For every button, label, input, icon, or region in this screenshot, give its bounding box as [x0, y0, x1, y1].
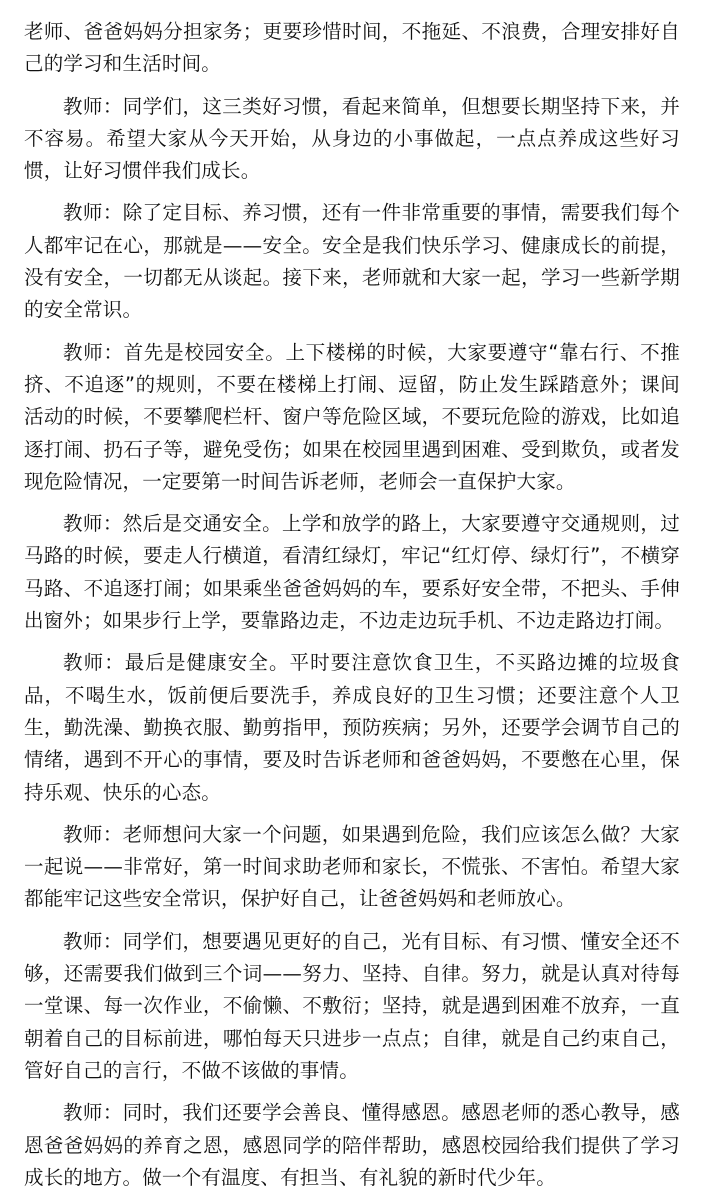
paragraph-1: 老师、爸爸妈妈分担家务；更要珍惜时间，不拖延、不浪费，合理安排好自己的学习和生活时间。: [24, 20, 680, 76]
paragraph-4: 教师：首先是校园安全。上下楼梯的时候，大家要遵守“靠右行、不推挤、不追逐”的规则，不要在楼梯上打闹、逗留，防止发生踩踏意外；课间活动的时候，不要攀爬栏杆、窗户等危险区域，不要玩危险的游戏，比如追逐打闹、扔石子等，避免受伤；如果在校园里遇到困难、受到欺负，或者发现危险情况，一定要第一时间告诉老师，老师会一直保护大家。: [24, 340, 680, 493]
paragraph-9: 教师：同时，我们还要学会善良、懂得感恩。感恩老师的悉心教导，感恩爸爸妈妈的养育之恩，感恩同学的陪伴帮助，感恩校园给我们提供了学习成长的地方。做一个有温度、有担当、有礼貌的新时代少年。: [24, 1101, 680, 1189]
paragraph-2: 教师：同学们，这三类好习惯，看起来简单，但想要长期坚持下来，并不容易。希望大家从今天开始，从身边的小事做起，一点点养成这些好习惯，让好习惯伴我们成长。: [24, 94, 680, 183]
paragraph-3: 教师：除了定目标、养习惯，还有一件非常重要的事情，需要我们每个人都牢记在心，那就是——安全。安全是我们快乐学习、健康成长的前提，没有安全，一切都无从谈起。接下来，老师就和大家一起，学习一些新学期的安全常识。: [24, 201, 680, 322]
paragraph-7: 教师：老师想问大家一个问题，如果遇到危险，我们应该怎么做？大家一起说——非常好，第一时间求助老师和家长，不慌张、不害怕。希望大家都能牢记这些安全常识，保护好自己，让爸爸妈妈和老师放心。: [24, 822, 680, 911]
paragraph-8: 教师：同学们，想要遇见更好的自己，光有目标、有习惯、懂安全还不够，还需要我们做到三个词——努力、坚持、自律。努力，就是认真对待每一堂课、每一次作业，不偷懒、不敷衍；坚持，就是遇到困难不放弃，一直朝着自己的目标前进，哪怕每天只进步一点点；自律，就是自己约束自己，管好自己的言行，不做不该做的事情。: [24, 929, 680, 1082]
paragraph-5: 教师：然后是交通安全。上学和放学的路上，大家要遵守交通规则，过马路的时候，要走人行横道，看清红绿灯，牢记“红灯停、绿灯行”，不横穿马路、不追逐打闹；如果乘坐爸爸妈妈的车，要系好安全带，不把头、手伸出窗外；如果步行上学，要靠路边走，不边走边玩手机、不边走路边打闹。: [24, 512, 680, 633]
paragraph-6: 教师：最后是健康安全。平时要注意饮食卫生，不买路边摊的垃圾食品，不喝生水，饭前便后要洗手，养成良好的卫生习惯；还要注意个人卫生，勤洗澡、勤换衣服、勤剪指甲，预防疾病；另外，还要学会调节自己的情绪，遇到不开心的事情，要及时告诉老师和爸爸妈妈，不要憋在心里，保持乐观、快乐的心态。: [24, 651, 680, 804]
